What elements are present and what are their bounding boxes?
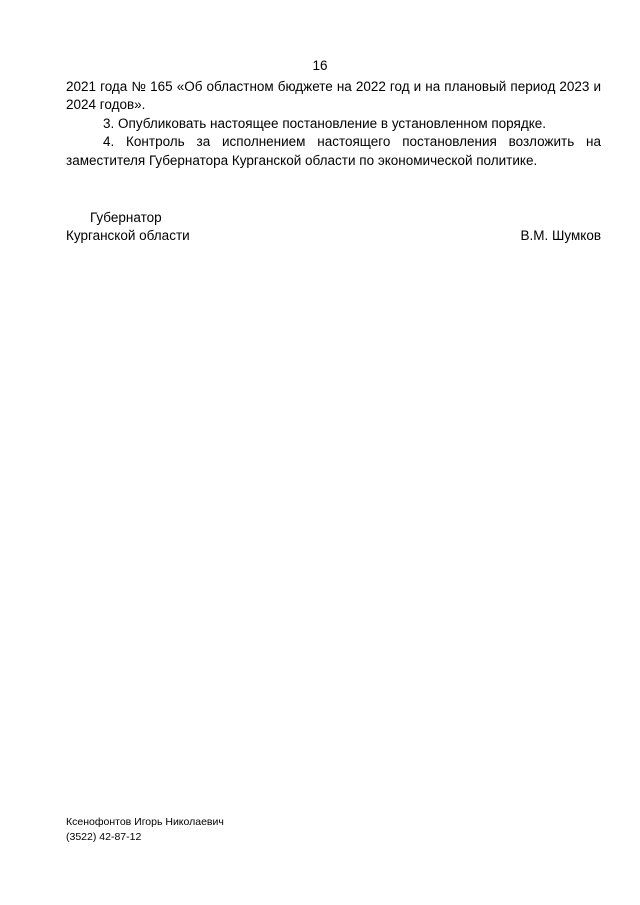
signature-row [66,227,601,245]
executor-footer [66,815,224,844]
paragraph-item-4-control: 4. Контроль за исполнением настоящего постановления возложить на заместителя Губернатора Курганской области по экономической политике. [66,134,601,168]
signatory-position-line2: Курганской области [66,228,190,244]
document-body [66,78,601,170]
paragraph-item-3-publish: 3. Опубликовать настоящее постановление в установленном порядке. [103,115,547,131]
paragraph-budget-law-continuation: 2021 года № 165 «Об областном бюджете на 2022 год и на плановый период 2023 и 2024 годов». [66,79,601,113]
signature-block [66,209,601,246]
page-number: 16 [312,58,328,73]
signatory-name: В.М. Шумков [520,228,601,244]
executor-name: Ксенофонтов Игорь Николаевич [66,816,224,828]
executor-phone: (3522) 42-87-12 [66,830,142,843]
signatory-position-line1: Губернатор [90,210,162,225]
